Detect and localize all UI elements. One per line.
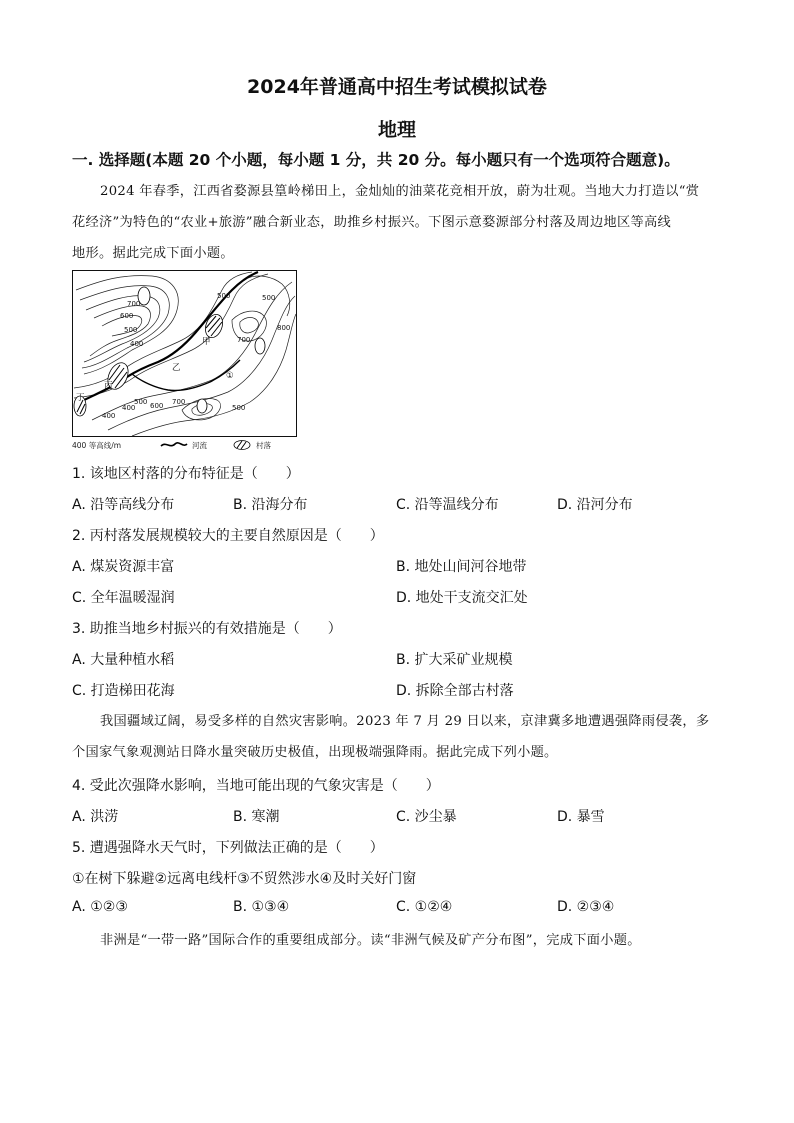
q4-option-d[interactable]: D. 暴雪 <box>557 809 605 825</box>
contour-label: 600 <box>120 312 134 320</box>
place-label-jia: 甲 <box>202 337 211 347</box>
passage-2 <box>72 706 722 768</box>
contour-label: 500 <box>232 404 246 412</box>
legend-river: 河流 <box>192 441 207 450</box>
contour-label: 500 <box>124 326 138 334</box>
question-3-stem: 3. 助推当地乡村振兴的有效措施是（ ） <box>72 621 342 637</box>
q1-option-a[interactable]: A. 沿等高线分布 <box>72 497 175 513</box>
passage-3 <box>72 925 722 956</box>
section-heading: 一. 选择题(本题 20 个小题，每小题 1 分，共 20 分。每小题只有一个选项符合题意)。 <box>72 151 680 169</box>
contour-label: 400 <box>122 404 136 412</box>
q3-option-a[interactable]: A. 大量种植水稻 <box>72 652 175 668</box>
contour-label: 400 <box>102 412 116 420</box>
passage-line: 我国疆域辽阔，易受多样的自然灾害影响。2023 年 7 月 29 日以来，京津冀多地遭遇强降雨侵袭，多 <box>100 714 710 729</box>
passage-line: 地形。据此完成下面小题。 <box>72 246 234 261</box>
legend-village-icon <box>232 440 252 452</box>
contour-label: 500 <box>134 398 148 406</box>
q1-option-c[interactable]: C. 沿等温线分布 <box>396 497 499 513</box>
map-legend <box>72 440 297 454</box>
subject-title: 地理 <box>377 119 416 141</box>
q5-option-a[interactable]: A. ①②③ <box>72 899 128 915</box>
q4-option-a[interactable]: A. 洪涝 <box>72 809 119 825</box>
q5-option-c[interactable]: C. ①②④ <box>396 899 453 915</box>
passage-line: 个国家气象观测站日降水量突破历史极值，出现极端强降雨。据此完成下列小题。 <box>72 745 558 760</box>
q2-option-d[interactable]: D. 地处干支流交汇处 <box>396 590 528 606</box>
q2-option-a[interactable]: A. 煤炭资源丰富 <box>72 559 175 575</box>
contour-label: 500 <box>217 292 231 300</box>
contour-label: 400 <box>130 340 144 348</box>
passage-1 <box>72 176 722 269</box>
q3-option-c[interactable]: C. 打造梯田花海 <box>72 683 175 699</box>
circle-mark: ① <box>226 371 234 381</box>
passage-line: 花经济”为特色的“农业+旅游”融合新业态，助推乡村振兴。下图示意婺源部分村落及周边地区等高线 <box>72 215 671 230</box>
contour-map <box>72 270 297 437</box>
contour-label: 500 <box>262 294 276 302</box>
q2-option-b[interactable]: B. 地处山间河谷地带 <box>396 559 527 575</box>
exam-title: 2024年普通高中招生考试模拟试卷 <box>247 76 547 98</box>
question-5-stem: 5. 遭遇强降水天气时，下列做法正确的是（ ） <box>72 840 384 856</box>
question-4-stem: 4. 受此次强降水影响，当地可能出现的气象灾害是（ ） <box>72 778 440 794</box>
question-2-stem: 2. 丙村落发展规模较大的主要自然原因是（ ） <box>72 528 384 544</box>
place-label-yi: 乙 <box>172 363 181 373</box>
q4-option-b[interactable]: B. 寒潮 <box>233 809 280 825</box>
q5-option-b[interactable]: B. ①③④ <box>233 899 290 915</box>
legend-river-icon <box>160 440 188 452</box>
q1-option-d[interactable]: D. 沿河分布 <box>557 497 633 513</box>
contour-label: 800 <box>277 324 291 332</box>
q1-option-b[interactable]: B. 沿海分布 <box>233 497 308 513</box>
passage-line: 非洲是“一带一路”国际合作的重要组成部分。读“非洲气候及矿产分布图”，完成下面小题。 <box>100 933 641 948</box>
legend-village: 村落 <box>256 441 271 450</box>
q2-option-c[interactable]: C. 全年温暖湿润 <box>72 590 175 606</box>
q5-option-d[interactable]: D. ②③④ <box>557 899 615 915</box>
contour-label: 700 <box>172 398 186 406</box>
legend-contour: 400 等高线/m <box>72 441 122 450</box>
question-1-stem: 1. 该地区村落的分布特征是（ ） <box>72 466 300 482</box>
question-5-statement: ①在树下躲避②远离电线杆③不贸然涉水④及时关好门窗 <box>72 871 417 887</box>
q3-option-d[interactable]: D. 拆除全部古村落 <box>396 683 514 699</box>
contour-label: 700 <box>127 300 141 308</box>
contour-label: 600 <box>150 402 164 410</box>
q3-option-b[interactable]: B. 扩大采矿业规模 <box>396 652 513 668</box>
passage-line: 2024 年春季，江西省婺源县篁岭梯田上，金灿灿的油菜花竞相开放，蔚为壮观。当地大力打造以“赏 <box>100 184 700 199</box>
place-label-ding: 丁 <box>76 393 85 403</box>
contour-label: 700 <box>237 336 251 344</box>
q4-option-c[interactable]: C. 沙尘暴 <box>396 809 457 825</box>
place-label-bing: 丙 <box>104 381 113 391</box>
